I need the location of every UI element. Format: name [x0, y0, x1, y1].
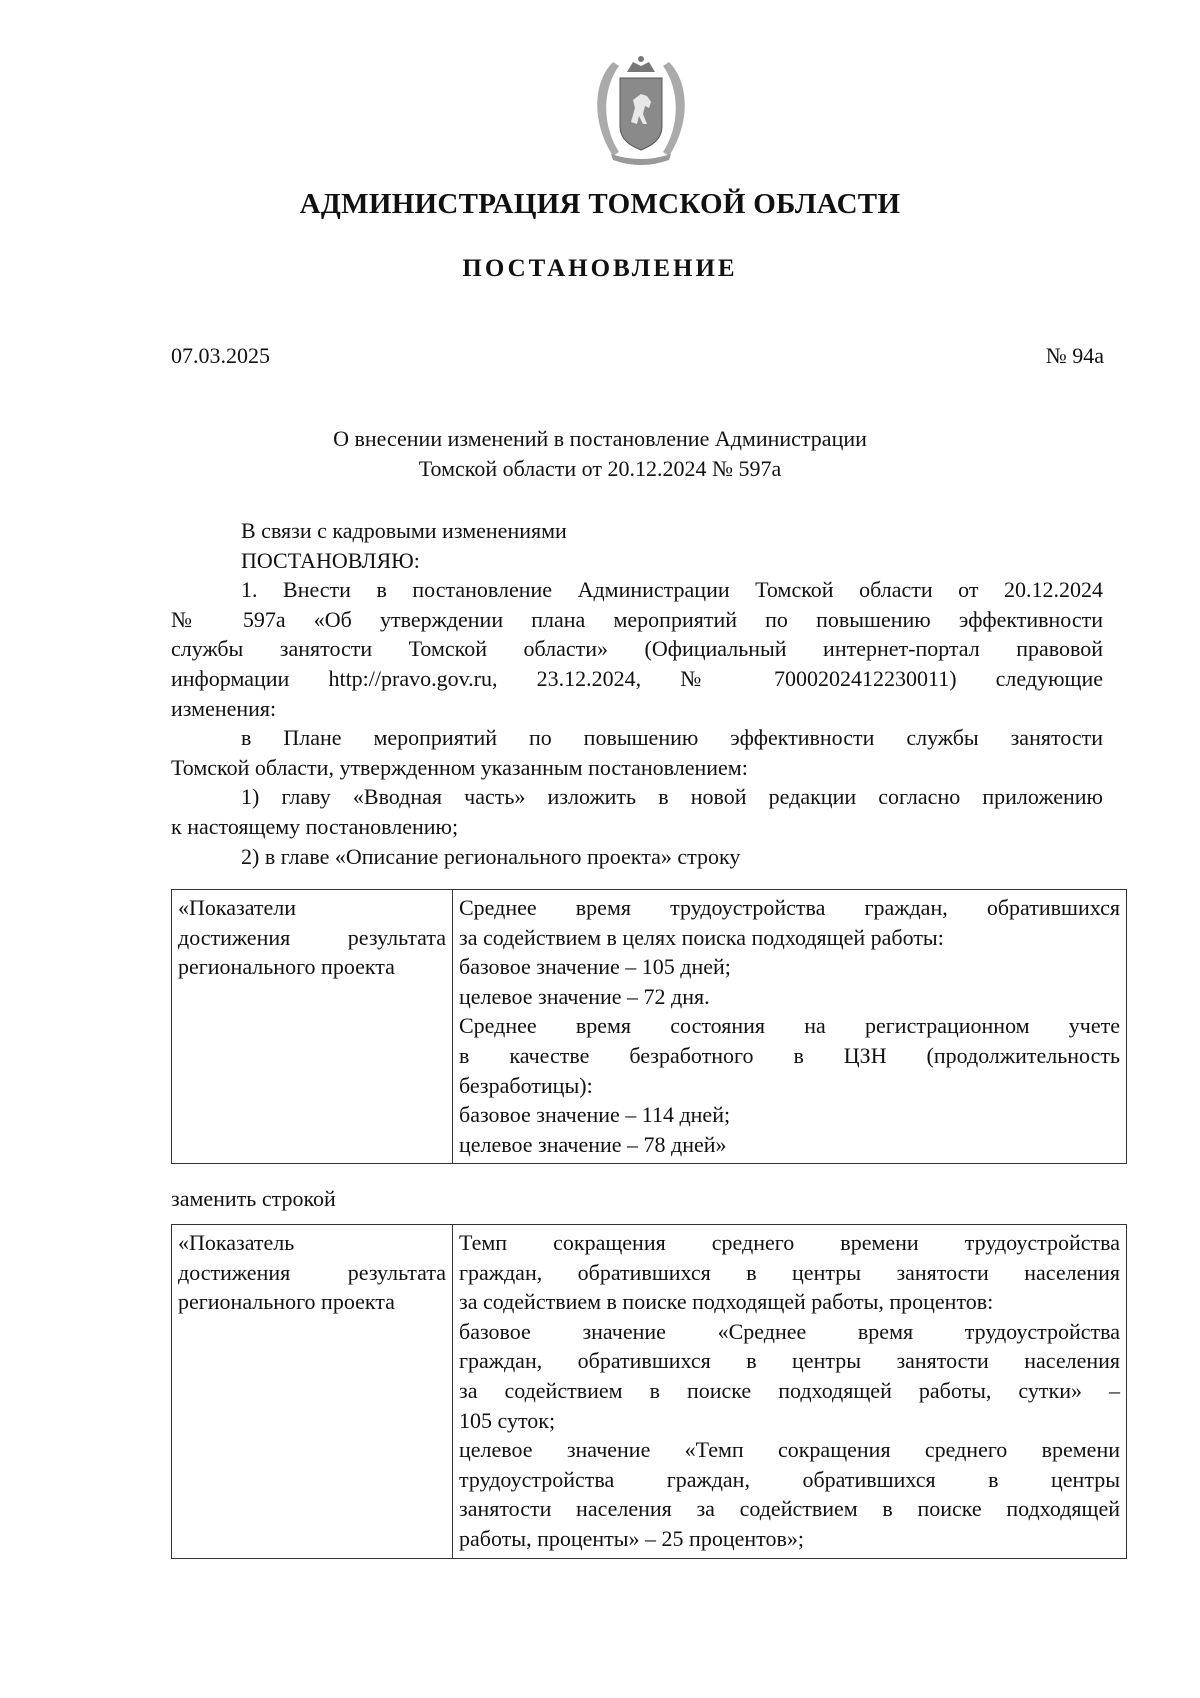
table-row [172, 1225, 1127, 1559]
row-value-cell [453, 890, 1127, 1164]
cell-line: за содействием в поиске подходящей работы, процентов: [459, 1289, 994, 1315]
new-row-table [171, 1224, 1127, 1559]
subject-line: О внесении изменений в постановление Администрации [333, 426, 867, 451]
cell-line: базовое значение «Среднее время трудоустройства [459, 1318, 1120, 1344]
cell-line: Среднее время трудоустройства граждан, обратившихся [459, 895, 1120, 920]
replace-with-label: заменить строкой [171, 1186, 336, 1211]
text-line: изменения: [171, 695, 277, 721]
cell-line: Темп сокращения среднего времени трудоустройства [459, 1230, 1120, 1255]
text-line: службы занятости Томской области» (Официальный интернет-портал правовой [171, 636, 1103, 662]
row-label-cell [172, 890, 453, 1164]
document-type: ПОСТАНОВЛЕНИЕ [462, 255, 738, 282]
document-date: 07.03.2025 [171, 343, 270, 368]
cell-line: 105 суток; [459, 1407, 556, 1433]
document-number: № 94а [1045, 343, 1104, 368]
text-line: Томской области, утвержденном указанным постановлением: [171, 754, 748, 780]
cell-line: граждан, обратившихся в центры занятости населения [459, 1259, 1120, 1285]
cell-line: базовое значение – 105 дней; [459, 954, 731, 980]
text-line: 1. Внести в постановление Администрации Томской области от 20.12.2024 [241, 577, 1103, 603]
coat-of-arms-icon [583, 52, 699, 170]
document-body [171, 516, 1103, 871]
row-value-cell [453, 1225, 1127, 1559]
text-line: информации http://pravo.gov.ru, 23.12.2024, № 7000202412230011) следующие [171, 665, 1103, 691]
plan-paragraph [171, 723, 1103, 782]
cell-line: целевое значение – 72 дня. [459, 983, 710, 1009]
old-row-table [171, 889, 1127, 1164]
resolve-heading: ПОСТАНОВЛЯЮ: [241, 547, 420, 573]
preamble: В связи с кадровыми изменениями [241, 518, 567, 543]
cell-line: регионального проекта [178, 954, 395, 980]
subject-line: Томской области от 20.12.2024 № 597а [418, 456, 782, 481]
text-line: к настоящему постановлению; [171, 813, 459, 839]
cell-line: «Показатель [178, 1230, 295, 1255]
cell-line: «Показатели [178, 895, 297, 920]
cell-line: Среднее время состояния на регистрационном учете [459, 1013, 1120, 1039]
cell-line: работы, проценты» – 25 процентов»; [459, 1525, 804, 1551]
cell-line: в качестве безработного в ЦЗН (продолжительность [459, 1042, 1120, 1068]
row-label-cell [172, 1225, 453, 1559]
text-line: в Плане мероприятий по повышению эффективности службы занятости [241, 725, 1103, 751]
text-line: 1) главу «Вводная часть» изложить в новой редакции согласно приложению [241, 784, 1103, 810]
cell-line: безработицы): [459, 1072, 593, 1098]
text-line: № 597а «Об утверждении плана мероприятий по повышению эффективности [171, 606, 1103, 632]
subitem-1 [171, 782, 1103, 841]
cell-line: за содействием в целях поиска подходящей работы: [459, 924, 944, 950]
document-subject [0, 424, 1200, 484]
table-row [172, 890, 1127, 1164]
cell-line: целевое значение – 78 дней» [459, 1131, 727, 1157]
cell-line: граждан, обратившихся в центры занятости населения [459, 1348, 1120, 1374]
cell-line: занятости населения за содействием в поиске подходящей [459, 1496, 1120, 1522]
item-1 [171, 575, 1103, 723]
cell-line: целевое значение «Темп сокращения среднего времени [459, 1437, 1120, 1463]
cell-line: достижения результата [178, 1259, 446, 1285]
cell-line: регионального проекта [178, 1289, 395, 1315]
cell-line: базовое значение – 114 дней; [459, 1102, 731, 1128]
cell-line: за содействием в поиске подходящей работы, сутки» – [459, 1377, 1120, 1403]
cell-line: достижения результата [178, 924, 446, 950]
subitem-2: 2) в главе «Описание регионального проекта» строку [241, 843, 741, 869]
cell-line: трудоустройства граждан, обратившихся в центры [459, 1466, 1120, 1492]
organization-title: АДМИНИСТРАЦИЯ ТОМСКОЙ ОБЛАСТИ [299, 188, 901, 220]
